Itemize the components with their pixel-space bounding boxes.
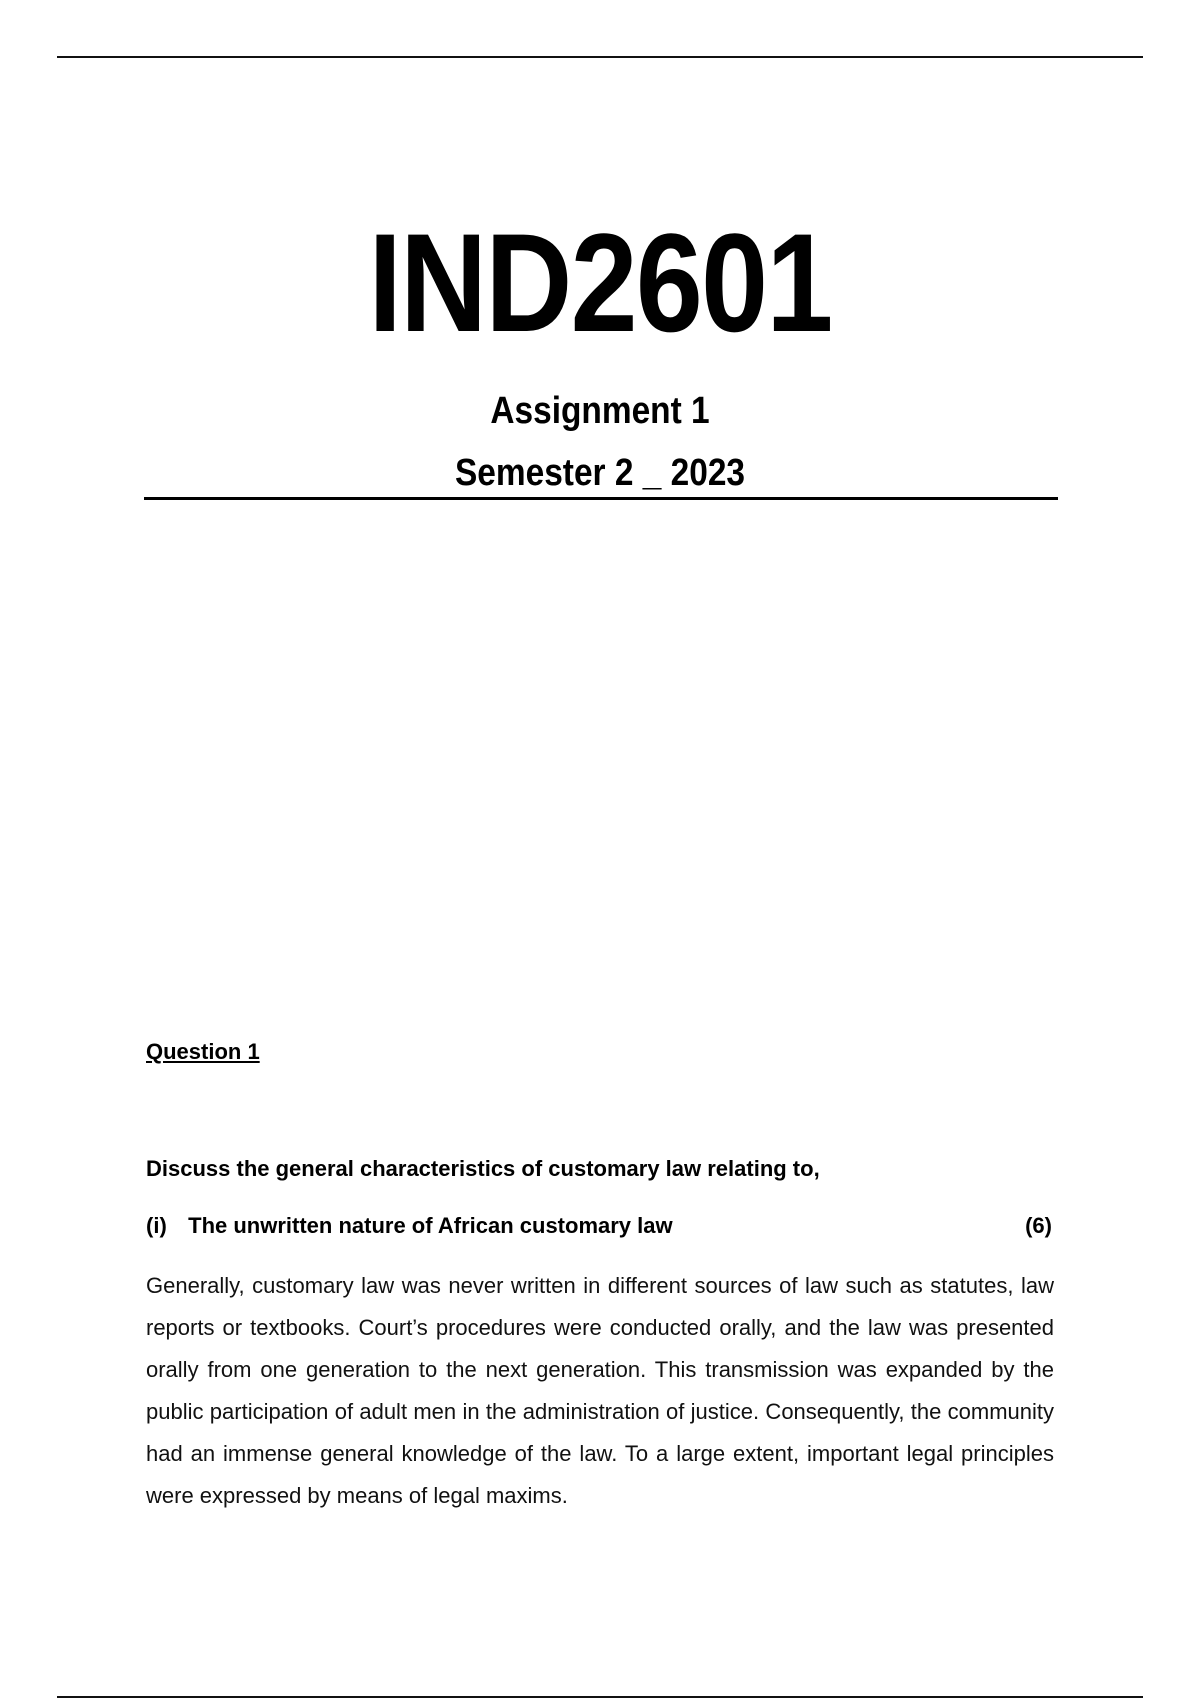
question-instruction: Discuss the general characteristics of customary law relating to, xyxy=(146,1156,820,1181)
bottom-rule xyxy=(57,1696,1143,1698)
sub-question xyxy=(146,1212,1052,1240)
question-heading: Question 1 xyxy=(146,1039,260,1064)
semester-title: Semester 2 _ 2023 xyxy=(454,452,746,494)
sub-question-text: The unwritten nature of African customary law xyxy=(188,1213,673,1238)
sub-question-text-group xyxy=(146,1212,673,1240)
marks: (6) xyxy=(1025,1213,1052,1238)
answer-paragraph: Generally, customary law was never written in different sources of law such as statutes, law reports or textbooks. Court’s procedures were conducted orally, and the law was presented orally from one generation to the next generation. This transmission was expanded by the public participation of adult men in the administration of justice. Consequently, the community had an immense general knowledge of the law. To a large extent, important legal principles were expressed by means of legal maxims. xyxy=(146,1273,1054,1508)
assignment-title: Assignment 1 xyxy=(490,390,710,432)
top-rule xyxy=(57,56,1143,58)
title-underline xyxy=(144,497,1058,500)
course-code-title: IND2601 xyxy=(368,204,832,361)
sub-question-label: (i) xyxy=(146,1213,167,1238)
